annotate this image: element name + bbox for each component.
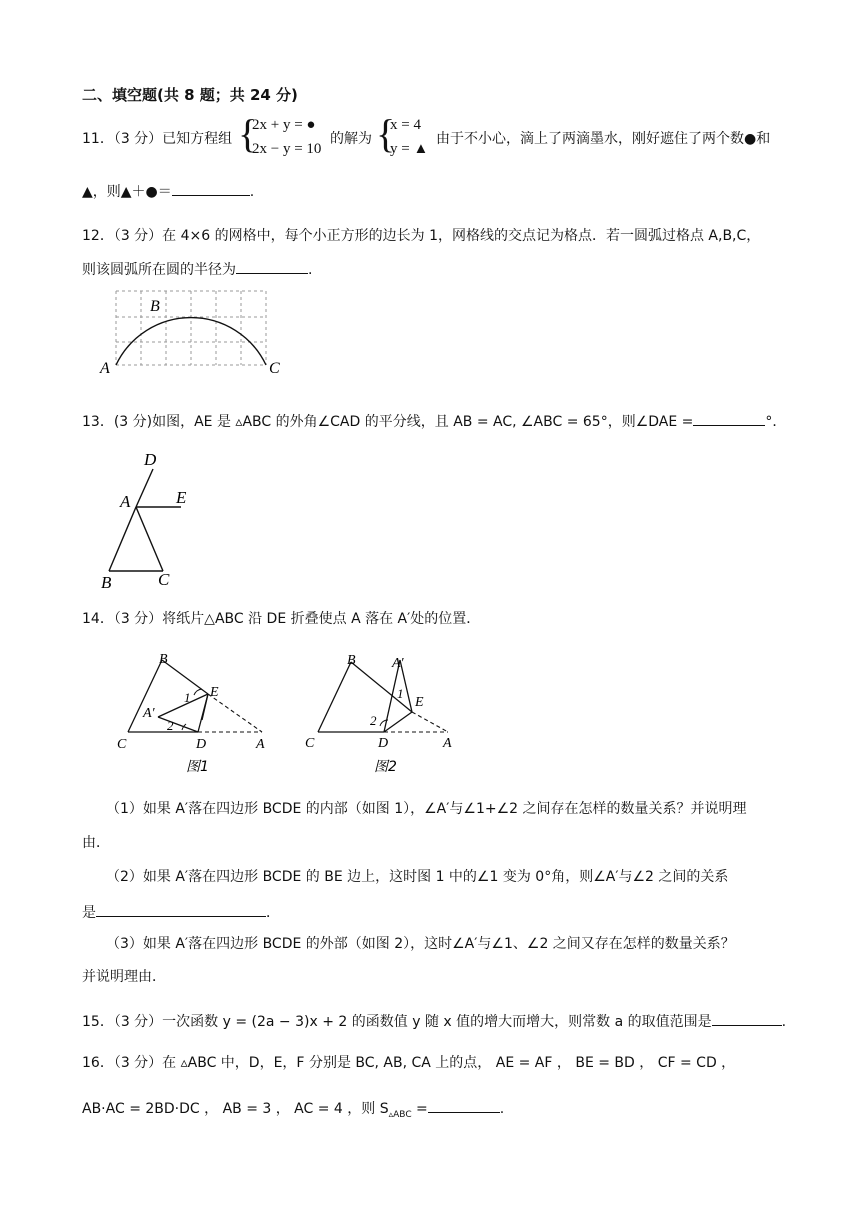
q13-end: °． — [765, 414, 787, 430]
q12-label-b: B — [150, 298, 160, 315]
q14-fig2-label-d: D — [378, 736, 389, 751]
q16-answer-blank[interactable] — [428, 1098, 500, 1113]
q14-fig2-label-c: C — [305, 736, 315, 751]
q14-fig1-label-2: 2 — [167, 718, 174, 733]
q16-subscript: ▵ABC — [388, 1109, 412, 1120]
q11-answer-blank[interactable] — [172, 181, 250, 196]
q14-part3-line1: （3）如果 A′落在四边形 BCDE 的外部（如图 2），这时∠A′与∠1、∠2 之间又存在怎样的数量关系？ — [106, 936, 735, 952]
q14-fig2-label-a: A — [443, 736, 452, 751]
q14-fig2-caption: 图2 — [374, 759, 397, 775]
q13-triangle-figure — [96, 445, 206, 590]
q14-fig1-label-a: A — [256, 737, 265, 752]
q14-fig2-label-e: E — [415, 695, 424, 710]
q14-fig2-label-b: B — [347, 653, 356, 668]
q14-fig1-label-b: B — [159, 652, 168, 667]
q11-line2: ▲，则▲＋●＝ — [82, 184, 172, 200]
q14-fig1-caption: 图1 — [186, 759, 209, 775]
q13-answer-blank[interactable] — [693, 411, 765, 426]
q12-answer-blank[interactable] — [236, 259, 308, 274]
q14-part2-answer-blank[interactable] — [96, 902, 266, 917]
q14-fig1-label-e: E — [210, 685, 219, 700]
q12-grid-lines — [116, 291, 266, 365]
q13-label-b: B — [101, 573, 112, 590]
q16-line1: 16．（3 分）在 ▵ABC 中，D，E，F 分别是 BC, AB, CA 上的点， AE = AF ， BE = BD ， CF = CD ， — [82, 1055, 736, 1071]
q11-prefix: 11．（3 分）已知方程组 — [82, 131, 233, 147]
q13-text: 13．(3 分)如图，AE 是 ▵ABC 的外角∠CAD 的平分线，且 AB = AC, ∠ABC = 65°，则∠DAE = — [82, 414, 694, 430]
q15-answer-blank[interactable] — [712, 1011, 782, 1026]
q12-line1: 12．（3 分）在 4×6 的网格中，每个小正方形的边长为 1，网格线的交点记为格点．若一圆弧过格点 A,B,C， — [82, 228, 761, 244]
q14-fig1-label-1: 1 — [184, 690, 191, 705]
q14-part2-line2: 是 — [82, 905, 96, 921]
q14-fig1-label-d: D — [196, 737, 207, 752]
q16-end: . — [499, 1101, 505, 1117]
q14-fig2-label-ap: A′ — [392, 656, 404, 671]
q16-line2: AB·AC = 2BD·DC ， AB = 3 ， AC = 4 ，则 S — [82, 1101, 389, 1117]
q11-suffix: 由于不小心，滴上了两滴墨水，刚好遮住了两个数●和 — [436, 131, 771, 147]
q11-equation-2: 2x − y = 10 — [252, 141, 322, 157]
q16-line2-end: = — [411, 1101, 428, 1117]
q12-line2: 则该圆弧所在圆的半径为 — [82, 262, 236, 278]
q12-label-a: A — [100, 360, 110, 377]
q14-fig1-label-c: C — [117, 737, 127, 752]
q11-solution-1: x = 4 — [390, 117, 421, 133]
q14-part1-line1: （1）如果 A′落在四边形 BCDE 的内部（如图 1），∠A′与∠1+∠2 之间存在怎样的数量关系？并说明理 — [106, 801, 747, 817]
q14-fig2-label-2: 2 — [370, 713, 377, 728]
q14-part3-line2: 并说明理由． — [82, 969, 166, 985]
section-title: 二、填空题(共 8 题；共 24 分) — [82, 86, 298, 104]
q11-brace-right: { — [376, 111, 396, 156]
q15-text: 15．（3 分）一次函数 y = (2a − 3)x + 2 的函数值 y 随 x 值的增大而增大，则常数 a 的取值范围是 — [82, 1014, 712, 1030]
q13-label-c: C — [158, 570, 170, 589]
q13-label-e: E — [176, 488, 187, 507]
q14-intro: 14．（3 分）将纸片△ABC 沿 DE 折叠使点 A 落在 A′处的位置． — [82, 611, 481, 627]
q14-part2-line1: （2）如果 A′落在四边形 BCDE 的 BE 边上，这时图 1 中的∠1 变为 0°角，则∠A′与∠2 之间的关系 — [106, 869, 729, 885]
q14-fig2-label-1: 1 — [397, 686, 404, 701]
q13-label-d: D — [144, 450, 157, 469]
q14-fig1-label-ap: A′ — [143, 706, 155, 721]
q15-end: . — [781, 1014, 787, 1030]
q11-mid: 的解为 — [330, 131, 372, 147]
q12-grid-figure — [98, 286, 298, 381]
q12-end: . — [308, 262, 313, 278]
q11-end: . — [249, 184, 255, 200]
q14-part1-line2: 由． — [82, 835, 110, 851]
q11-equation-1: 2x + y = ● — [252, 117, 316, 133]
q14-figure-2 — [296, 650, 466, 780]
q12-label-c: C — [269, 360, 280, 377]
q13-label-a: A — [120, 492, 131, 511]
q14-part2-end: ． — [266, 905, 280, 921]
q11-brace-left: { — [238, 111, 258, 156]
q14-figure-1 — [110, 650, 280, 780]
q11-solution-2: y = ▲ — [390, 141, 429, 157]
